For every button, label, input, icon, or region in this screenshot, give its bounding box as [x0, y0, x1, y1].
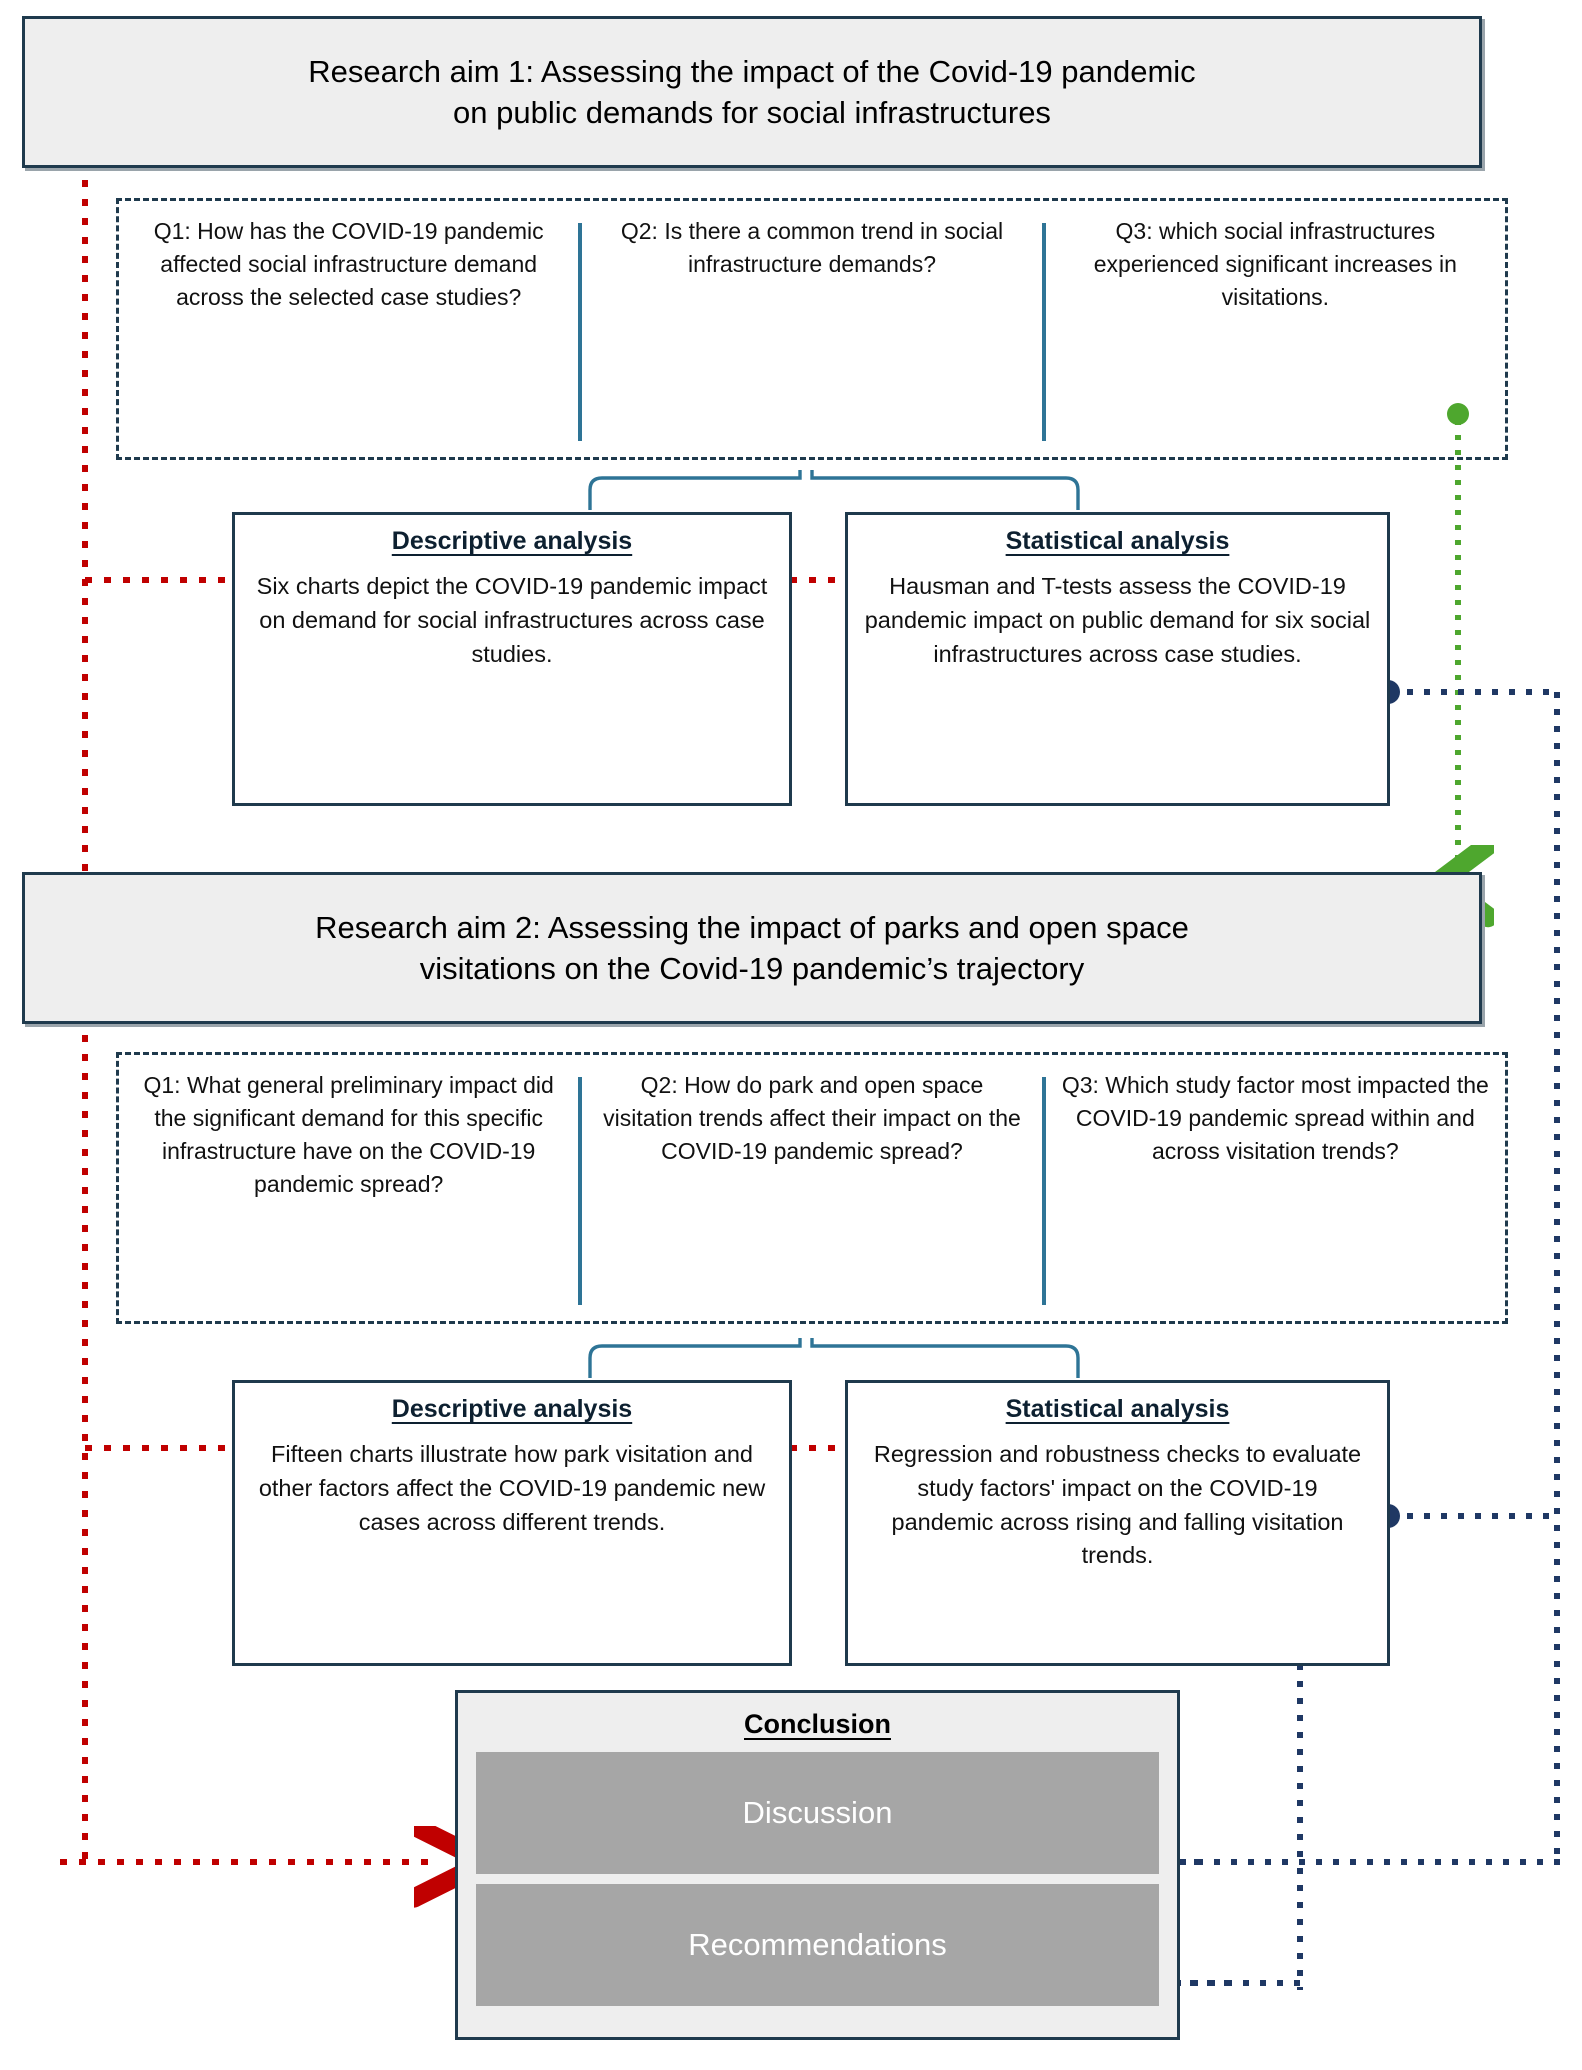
- aim1-question-1: Q1: How has the COVID-19 pandemic affected social infrastructure demand across the selected case studies?: [153, 218, 544, 310]
- brace-aim1: [590, 470, 1078, 510]
- aim2-question-band: [116, 1052, 1508, 1324]
- brace-aim2: [590, 1338, 1078, 1378]
- aim1-descriptive-body: Six charts depict the COVID-19 pandemic impact on demand for social infrastructures across case studies.: [256, 573, 768, 667]
- aim2-question-3: Q3: Which study factor most impacted the COVID-19 pandemic spread within and across visitation trends?: [1061, 1072, 1489, 1164]
- aim2-descriptive-title: Descriptive analysis: [391, 1395, 633, 1423]
- aim2-banner-line2: visitations on the Covid-19 pandemic’s trajectory: [419, 951, 1085, 986]
- aim1-banner-line2: on public demands for social infrastructures: [453, 95, 1051, 130]
- aim2-descriptive-analysis-box: [232, 1380, 792, 1666]
- aim2-question-1: Q1: What general preliminary impact did the significant demand for this specific infrastructure have on the COVID-19 pandemic spread?: [143, 1072, 554, 1197]
- aim1-banner-line1: Research aim 1: Assessing the impact of the Covid-19 pandemic: [308, 53, 1196, 89]
- aim2-descriptive-body: Fifteen charts illustrate how park visitation and other factors affect the COVID-19 pandemic new cases across different trends.: [258, 1441, 766, 1535]
- aim1-question-3: Q3: which social infrastructures experienced significant increases in visitations.: [1093, 218, 1457, 310]
- aim1-question-band: [116, 198, 1508, 460]
- conclusion-title: Conclusion: [744, 1709, 891, 1739]
- research-aim-1-banner: [22, 16, 1482, 168]
- aim1-question-2: Q2: Is there a common trend in social infrastructure demands?: [620, 218, 1004, 277]
- aim2-statistical-analysis-box: [845, 1380, 1390, 1666]
- aim1-descriptive-analysis-box: [232, 512, 792, 806]
- conclusion-discussion-bar[interactable]: Discussion: [476, 1752, 1159, 1874]
- aim1-statistical-body: Hausman and T-tests assess the COVID-19 pandemic impact on public demand for six social infrastructures across case studies.: [864, 573, 1371, 667]
- aim1-descriptive-title: Descriptive analysis: [391, 527, 633, 555]
- conclusion-recommendations-bar[interactable]: Recommendations: [476, 1884, 1159, 2006]
- aim1-statistical-title: Statistical analysis: [1005, 527, 1230, 555]
- aim2-statistical-title: Statistical analysis: [1005, 1395, 1230, 1423]
- aim1-statistical-analysis-box: [845, 512, 1390, 806]
- aim2-question-2: Q2: How do park and open space visitation trends affect their impact on the COVID-19 pandemic spread?: [603, 1072, 1021, 1164]
- research-aim-2-banner: [22, 872, 1482, 1024]
- aim2-statistical-body: Regression and robustness checks to evaluate study factors' impact on the COVID-19 pandemic across rising and falling visitation trends.: [873, 1441, 1362, 1569]
- conclusion-box: [455, 1690, 1180, 2040]
- aim2-banner-line1: Research aim 2: Assessing the impact of parks and open space: [315, 909, 1189, 945]
